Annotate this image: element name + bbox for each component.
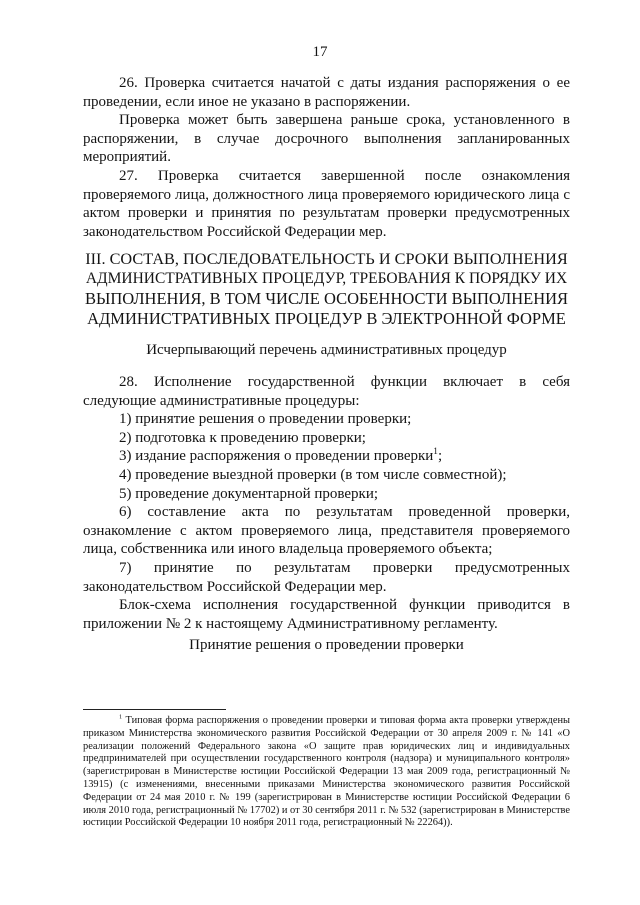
- subheading-decision: Принятие решения о проведении проверки: [189, 637, 464, 653]
- heading-line-3: ВЫПОЛНЕНИЯ, В ТОМ ЧИСЛЕ ОСОБЕННОСТИ ВЫПОЛНЕНИЯ: [84, 289, 569, 308]
- heading-line-4: АДМИНИСТРАТИВНЫХ ПРОЦЕДУР В ЭЛЕКТРОННОЙ ФОРМЕ: [87, 309, 566, 328]
- footnote-text: Типовая форма распоряжения о проведении проверки и типовая форма акта проверки утверждены приказом Министерства экономического развития Российской Федерации от 30 апреля 2009 г. № 141 «О реализации положений Федерального закона «О защите прав юридических лиц и индивидуальных предпринимателей при осуществлении государственного контроля (надзора) и муниципального контроля» (зарегистрирован в Министерстве юстиции Российской Федерации 13 мая 2009 года, регистрационный № 13915) (с изменениями, внесенными приказами Министерства экономического развития Российской Федерации от 24 мая 2010 г. № 199 (зарегистрирован в Министерстве юстиции Российской Федерации 6 июля 2010 года, регистрационный № 17702) и от 30 сентября 2011 г. № 532 (зарегистрирован в Министерстве юстиции Российской Федерации 10 ноября 2011 года, регистрационный № 22264)).: [83, 715, 570, 829]
- footnote: [83, 715, 570, 830]
- procedure-item-5: 5) проведение документарной проверки;: [119, 485, 379, 502]
- section-heading: [83, 249, 570, 329]
- page-number: 17: [312, 44, 328, 60]
- procedures-section: [83, 373, 570, 633]
- paragraph-28: 28. Исполнение государственной функции включает в себя следующие административные процедуры:: [83, 374, 570, 409]
- procedure-item-3: [83, 447, 570, 466]
- footnote-separator: [83, 709, 226, 710]
- procedure-item-4: 4) проведение выездной проверки (в том числе совместной);: [119, 466, 507, 483]
- subheading-procedures-list: Исчерпывающий перечень административных процедур: [146, 342, 507, 358]
- procedure-item-1: 1) принятие решения о проведении проверки;: [119, 411, 412, 428]
- procedure-item-2: 2) подготовка к проведению проверки;: [119, 429, 366, 446]
- procedure-item-6: 6) составление акта по результатам проведенной проверки, ознакомление с актом проверяемого лица, представителя проверяемого лица, собственника или иного владельца проверяемого объекта;: [83, 504, 570, 558]
- paragraph-blockscheme: Блок-схема исполнения государственной функции приводится в приложении № 2 к настоящему Административному регламенту.: [83, 597, 570, 632]
- paragraph-26a: 26. Проверка считается начатой с даты издания распоряжения о ее проведении, если иное не указано в распоряжении.: [83, 75, 570, 110]
- top-section: [83, 74, 570, 241]
- heading-line-2: АДМИНИСТРАТИВНЫХ ПРОЦЕДУР, ТРЕБОВАНИЯ К ПОРЯДКУ ИХ: [85, 270, 568, 287]
- procedure-item-3-text: 3) издание распоряжения о проведении проверки: [119, 448, 434, 465]
- paragraph-26b: Проверка может быть завершена раньше срока, установленного в распоряжении, в случае досрочного выполнения запланированных мероприятий.: [83, 112, 570, 166]
- footnote-marker: 1: [119, 713, 123, 721]
- procedure-item-3-end: ;: [437, 448, 443, 465]
- heading-line-1: III. СОСТАВ, ПОСЛЕДОВАТЕЛЬНОСТЬ И СРОКИ ВЫПОЛНЕНИЯ: [85, 250, 568, 268]
- footnote-reference: 1: [433, 447, 438, 458]
- procedure-item-7: 7) принятие по результатам проверки предусмотренных законодательством Российской Федерации мер.: [83, 559, 570, 595]
- paragraph-27: 27. Проверка считается завершенной после ознакомления проверяемого лица, должностного лица проверяемого юридического лица с актом проверки и принятия по результатам проверки предусмотренных законодательством Российской Федерации мер.: [83, 167, 570, 240]
